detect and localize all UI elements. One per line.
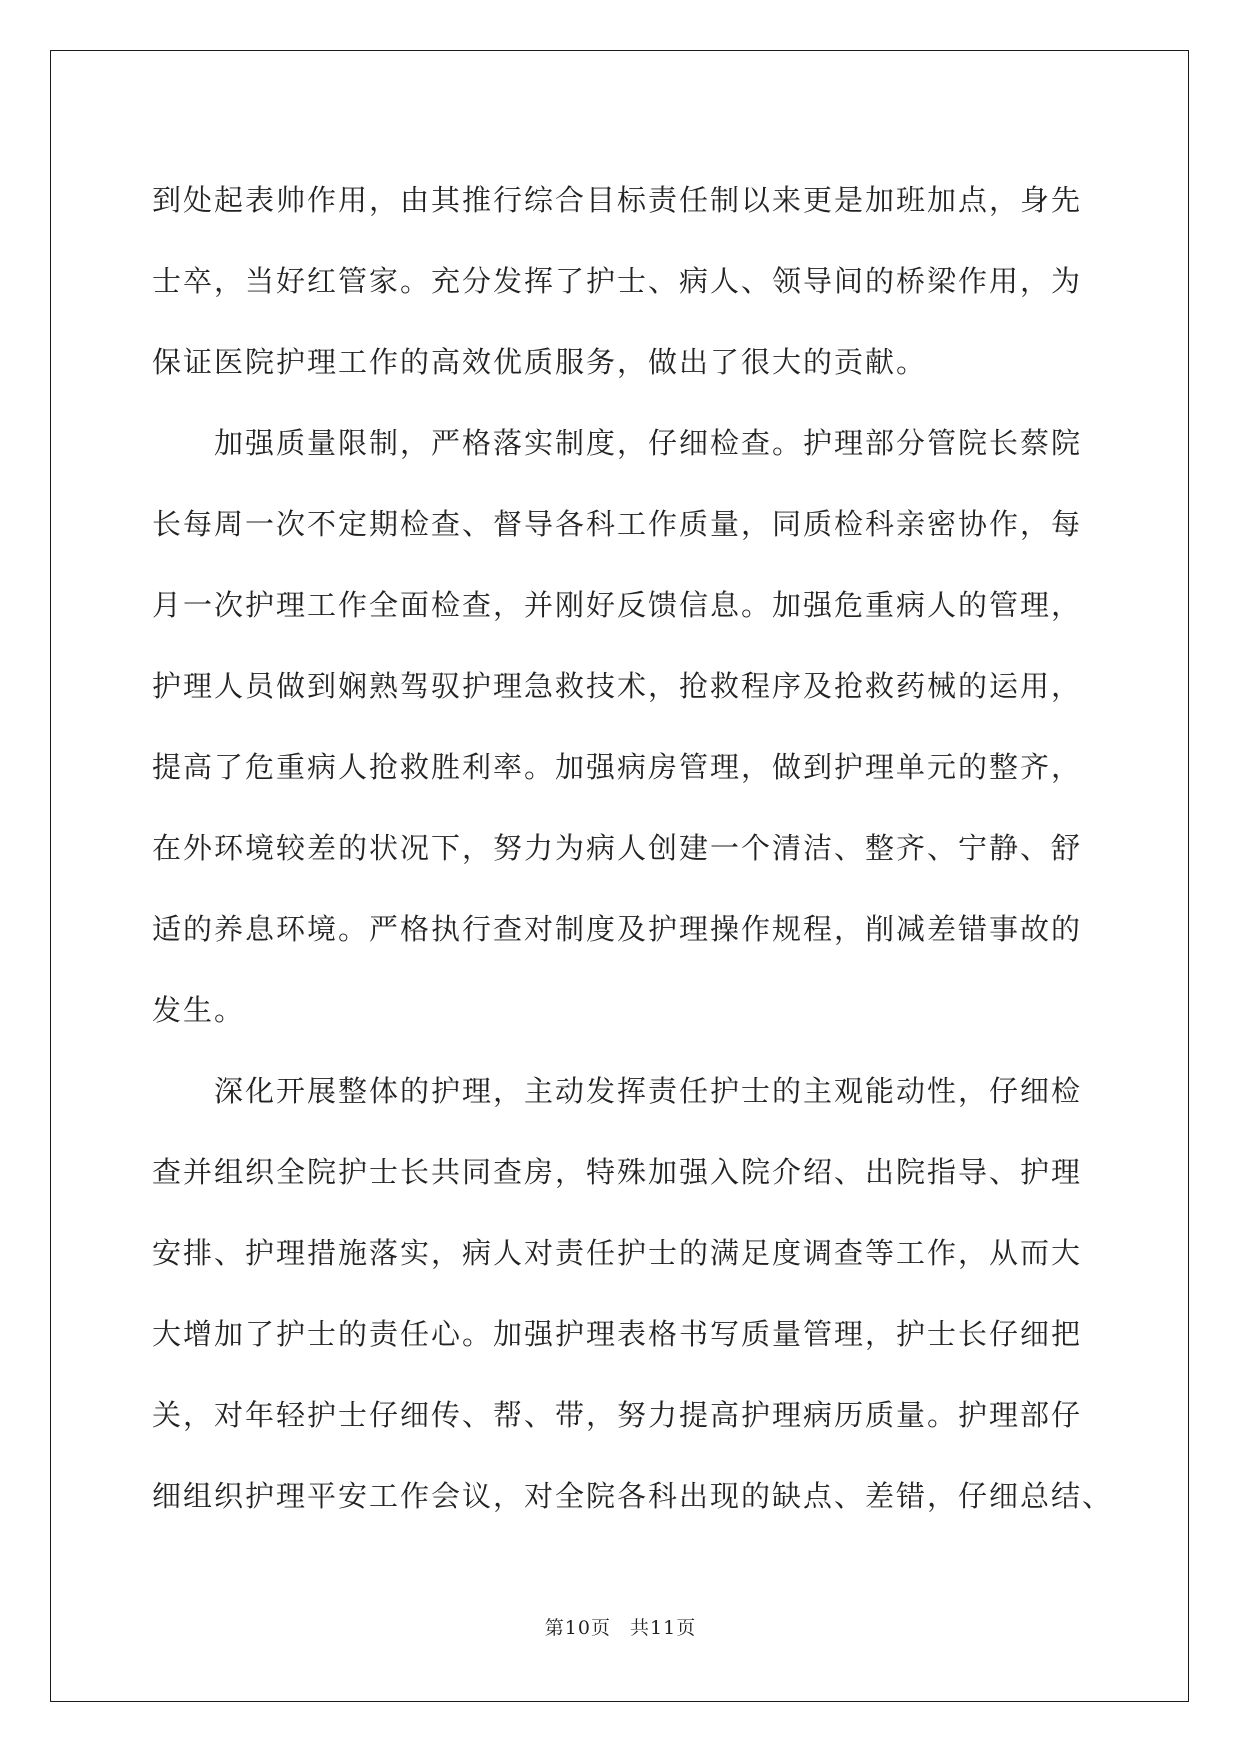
document-body [152, 160, 1114, 1537]
text-line: 查并组织全院护士长共同查房，特殊加强入院介绍、出院指导、护理 [152, 1155, 1083, 1189]
text-line: 关，对年轻护士仔细传、帮、带，努力提高护理病历质量。护理部仔 [152, 1398, 1083, 1432]
text-line: 适的养息环境。严格执行查对制度及护理操作规程，削减差错事故的 [152, 912, 1083, 946]
text-line: 安排、护理措施落实，病人对责任护士的满足度调查等工作，从而大 [152, 1236, 1083, 1270]
text-line: 保证医院护理工作的高效优质服务，做出了很大的贡献。 [152, 345, 928, 379]
text-line: 护理人员做到娴熟驾驭护理急救技术，抢救程序及抢救药械的运用， [152, 669, 1083, 703]
text-line: 提高了危重病人抢救胜利率。加强病房管理，做到护理单元的整齐， [152, 750, 1083, 784]
text-line: 加强质量限制，严格落实制度，仔细检查。护理部分管院长蔡院 [152, 426, 1083, 460]
text-line: 细组织护理平安工作会议，对全院各科出现的缺点、差错，仔细总结、 [152, 1479, 1114, 1513]
text-line: 大增加了护士的责任心。加强护理表格书写质量管理，护士长仔细把 [152, 1317, 1083, 1351]
text-line: 士卒，当好红管家。充分发挥了护士、病人、领导间的桥梁作用，为 [152, 264, 1083, 298]
text-line: 到处起表帅作用，由其推行综合目标责任制以来更是加班加点，身先 [152, 183, 1083, 217]
current-page-number: 第10页 [544, 1617, 611, 1639]
total-page-count: 共11页 [630, 1617, 697, 1639]
text-line: 月一次护理工作全面检查，并刚好反馈信息。加强危重病人的管理， [152, 588, 1083, 622]
text-line: 深化开展整体的护理，主动发挥责任护士的主观能动性，仔细检 [152, 1074, 1083, 1108]
text-line: 长每周一次不定期检查、督导各科工作质量，同质检科亲密协作，每 [152, 507, 1083, 541]
page-footer [0, 1613, 1241, 1640]
text-line: 在外环境较差的状况下，努力为病人创建一个清洁、整齐、宁静、舒 [152, 831, 1083, 865]
text-line: 发生。 [152, 993, 246, 1027]
